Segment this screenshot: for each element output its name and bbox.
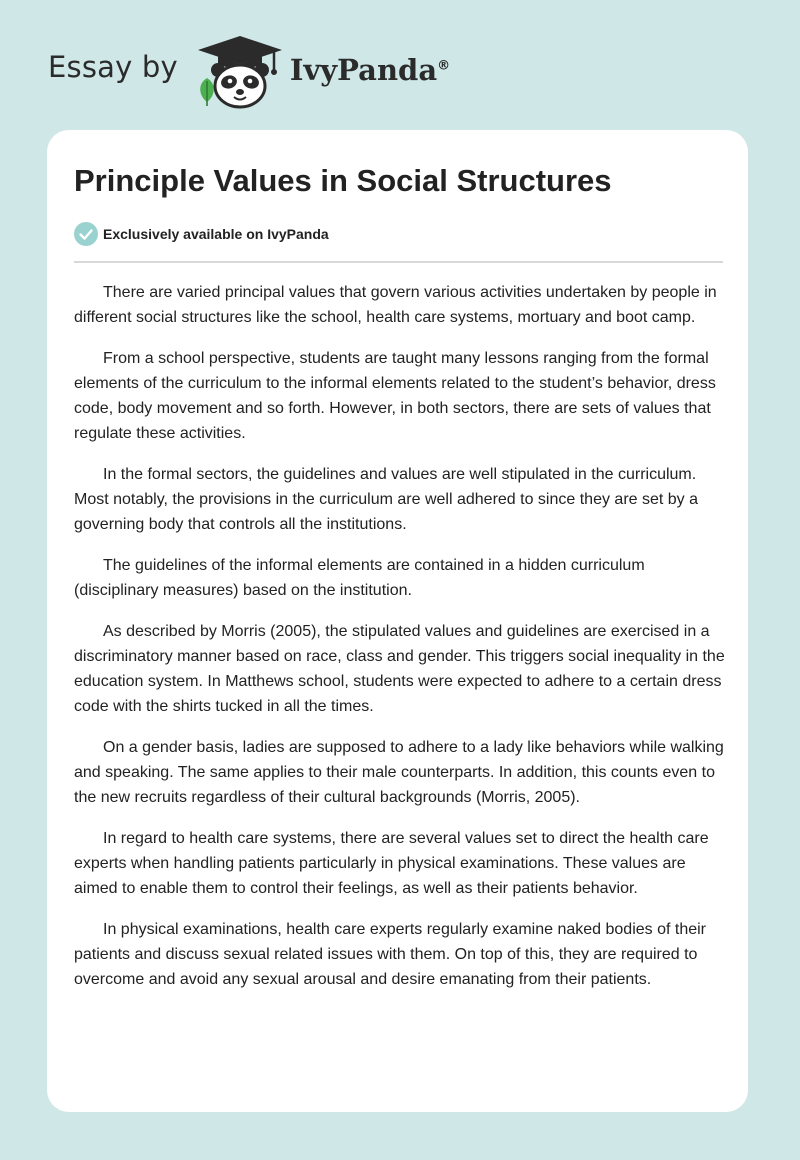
brand-name <box>290 53 450 87</box>
panda-graduate-icon <box>194 34 286 110</box>
exclusive-badge <box>74 222 329 246</box>
registered-mark: ® <box>437 58 451 74</box>
title-divider <box>74 261 723 263</box>
essay-paragraph-5: As described by Morris (2005), the stipulated values and guidelines are exercised in a discriminatory manner based on race, class and gender. This triggers social inequality in the education system. In Matthews school, students were expected to adhere to a certain dress code with the shirts tucked in all the times. <box>74 623 725 715</box>
check-circle-icon <box>74 222 98 246</box>
essay-paragraph-2: From a school perspective, students are taught many lessons ranging from the formal elements of the curriculum to the informal elements related to the student’s behavior, dress code, body movement and so forth. However, in both sectors, there are sets of values that regulate these activities. <box>74 350 716 442</box>
essay-paragraph-4: The guidelines of the informal elements are contained in a hidden curriculum (disciplinary measures) based on the institution. <box>74 557 645 599</box>
brand-header <box>48 34 450 110</box>
essay-by-label: Essay by <box>48 50 178 84</box>
exclusive-label: Exclusively available on IvyPanda <box>103 226 329 242</box>
essay-body <box>74 280 725 1008</box>
essay-paragraph-6: On a gender basis, ladies are supposed to adhere to a lady like behaviors while walking and speaking. The same applies to their male counterparts. In addition, this counts even to the new recruits regardless of their cultural backgrounds (Morris, 2005). <box>74 739 724 806</box>
brand-name-text: IvyPanda <box>289 53 438 87</box>
essay-paragraph-3: In the formal sectors, the guidelines and values are well stipulated in the curriculum. Most notably, the provisions in the curriculum are well adhered to since they are set by a governing body that controls all the institutions. <box>74 466 699 533</box>
essay-paragraph-1: There are varied principal values that govern various activities undertaken by people in different social structures like the school, health care systems, mortuary and boot camp. <box>74 284 717 326</box>
essay-paragraph-8: In physical examinations, health care experts regularly examine naked bodies of their patients and discuss sexual related issues with them. On top of this, they are required to overcome and avoid any sexual arousal and desire emanating from their patients. <box>74 921 706 988</box>
essay-card <box>47 130 748 1112</box>
essay-paragraph-7: In regard to health care systems, there are several values set to direct the health care experts when handling patients particularly in physical examinations. These values are aimed to enable them to control their feelings, as well as their patients behavior. <box>74 830 709 897</box>
page-title: Principle Values in Social Structures <box>74 163 612 198</box>
